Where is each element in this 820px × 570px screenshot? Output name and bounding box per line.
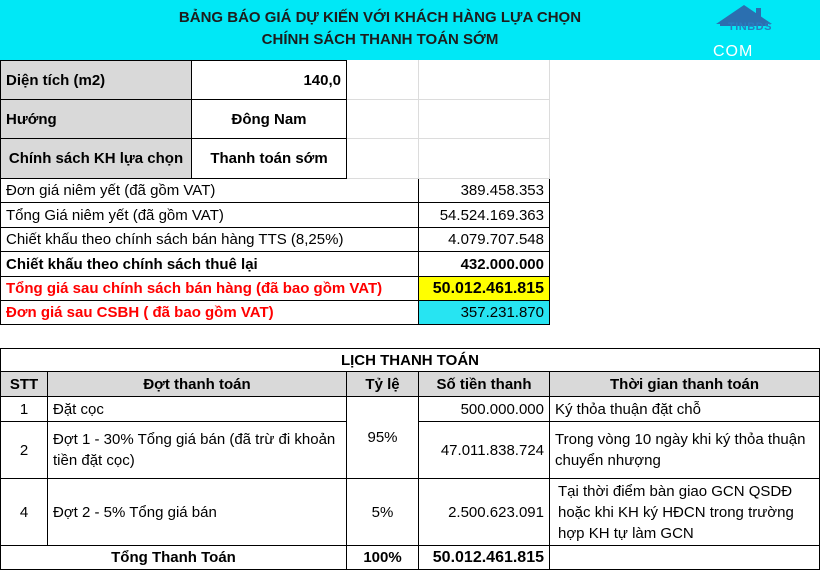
- tts-discount-value: 4.079.707.548: [419, 228, 550, 252]
- leaseback-discount-label: Chiết khấu theo chính sách thuê lại: [0, 252, 419, 277]
- title-line-1: BẢNG BÁO GIÁ DỰ KIẾN VỚI KHÁCH HÀNG LỰA CHỌN: [178, 9, 582, 26]
- listed-total-price-label: Tổng Giá niêm yết (đã gồm VAT): [0, 203, 419, 228]
- area-label: Diện tích (m2): [0, 60, 192, 100]
- row-1-installment: Đặt cọc: [48, 397, 347, 422]
- merged-ratio: 95%: [347, 397, 419, 479]
- row-1-time: Ký thỏa thuận đặt chỗ: [550, 397, 820, 422]
- row-1-amount: 500.000.000: [419, 397, 550, 422]
- tts-discount-label: Chiết khấu theo chính sách bán hàng TTS (8,25%): [0, 228, 419, 252]
- empty-cell: [347, 60, 419, 100]
- total-amount: 50.012.461.815: [419, 546, 550, 570]
- listed-unit-price-value: 389.458.353: [419, 179, 550, 203]
- tinbds-logo: [712, 4, 776, 60]
- row-3-installment: Đợt 2 - 5% Tổng giá bán: [48, 479, 347, 546]
- header-stt: STT: [0, 372, 48, 397]
- empty-cell: [419, 60, 550, 100]
- empty-cell: [347, 139, 419, 179]
- row-2-stt: 2: [0, 422, 48, 479]
- unit-price-after-policy-label: Đơn giá sau CSBH ( đã bao gồm VAT): [0, 301, 419, 325]
- area-value: 140,0: [192, 60, 347, 100]
- header-time: Thời gian thanh toán: [550, 372, 820, 397]
- row-1-stt: 1: [0, 397, 48, 422]
- policy-label: Chính sách KH lựa chọn: [0, 139, 192, 179]
- row-3-ratio: 5%: [347, 479, 419, 546]
- row-2-installment: Đợt 1 - 30% Tổng giá bán (đã trừ đi khoản tiền đặt cọc): [48, 422, 347, 479]
- logo-text-bottom: COM: [713, 43, 754, 60]
- row-3-amount: 2.500.623.091: [419, 479, 550, 546]
- header-ratio: Tỷ lệ: [347, 372, 419, 397]
- row-3-stt: 4: [0, 479, 48, 546]
- logo-text-top: TINBDS: [728, 21, 772, 33]
- leaseback-discount-value: 432.000.000: [419, 252, 550, 277]
- row-2-amount: 47.011.838.724: [419, 422, 550, 479]
- schedule-title: LỊCH THANH TOÁN: [0, 348, 820, 372]
- listed-total-price-value: 54.524.169.363: [419, 203, 550, 228]
- direction-value: Đông Nam: [192, 100, 347, 139]
- unit-price-after-policy-value: 357.231.870: [419, 301, 550, 325]
- row-2-time: Trong vòng 10 ngày khi ký thỏa thuận chuyển nhượng: [550, 422, 820, 479]
- empty-cell: [347, 100, 419, 139]
- total-label: Tổng Thanh Toán: [0, 546, 347, 570]
- total-after-policy-value: 50.012.461.815: [419, 277, 550, 301]
- header-installment: Đợt thanh toán: [48, 372, 347, 397]
- policy-value: Thanh toán sớm: [192, 139, 347, 179]
- total-ratio: 100%: [347, 546, 419, 570]
- header-amount: Số tiền thanh: [419, 372, 550, 397]
- title-banner: [0, 0, 820, 60]
- listed-unit-price-label: Đơn giá niêm yết (đã gồm VAT): [0, 179, 419, 203]
- empty-cell: [419, 139, 550, 179]
- empty-cell: [419, 100, 550, 139]
- direction-label: Hướng: [0, 100, 192, 139]
- total-after-policy-label: Tổng giá sau chính sách bán hàng (đã bao gồm VAT): [0, 277, 419, 301]
- title-line-2: CHÍNH SÁCH THANH TOÁN SỚM: [261, 31, 499, 48]
- row-3-time: Tại thời điểm bàn giao GCN QSDĐ hoặc khi KH ký HĐCN trong trường hợp KH tự làm GCN: [550, 479, 820, 546]
- total-empty-cell: [550, 546, 820, 570]
